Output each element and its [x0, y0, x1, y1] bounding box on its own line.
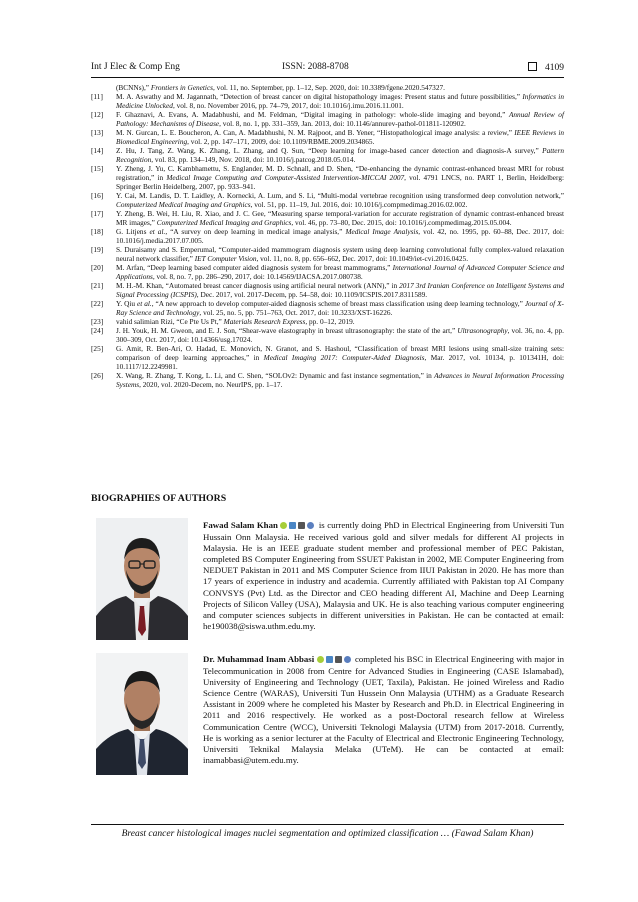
reference-item [91, 326, 564, 344]
author-photo [96, 518, 188, 640]
reference-text: J. H. Youk, H. M. Gweon, and E. J. Son, “Shear-wave elastography in breast ultrasonography: the state of the art,” [116, 326, 458, 335]
reference-text: Y. Qiu [116, 299, 138, 308]
reference-item [91, 164, 564, 191]
reference-text: vahid salimian Rizi, “Ce Pte Us Pt,” [116, 317, 224, 326]
reference-text: G. Litjens [116, 227, 150, 236]
reference-number: [16] [91, 191, 104, 200]
reference-text: Y. Zheng, B. Wei, H. Liu, R. Xiao, and J. C. Gee, “Measuring sparse temporal-variation for accurate registration of dynamic contrast-enhanced breast MR images,” [116, 209, 564, 227]
reference-venue: Materials Research Express [223, 317, 306, 326]
issn: ISSN: 2088-8708 [282, 62, 349, 72]
running-footer: Breast cancer histological images nuclei segmentation and optimized classification … (Fawad Salam Khan) [121, 829, 534, 839]
reference-venue: Advances in Neural Information Processing Systems [116, 371, 564, 389]
orcid-icon[interactable] [317, 656, 324, 663]
reference-text: M. Arfan, “Deep learning based computer aided diagnosis system for breast mammograms,” [116, 263, 393, 272]
reference-text: , “A survey on deep learning in medical image analysis,” [165, 227, 346, 236]
reference-item [91, 191, 564, 209]
reference-venue: Ultrasonography [457, 326, 508, 335]
reference-text: G. Amit, R. Ben-Ari, O. Hadad, E. Monovich, N. Granot, and S. Hashoul, “Classification of breast MRI lesions using small-size training sets: comparison of deep learning approaches,” in [116, 344, 564, 362]
scholar-icon[interactable] [326, 656, 333, 663]
reference-item [91, 344, 564, 371]
reference-number: [21] [91, 281, 104, 290]
reference-venue: Computerized Medical Imaging and Graphics [116, 200, 251, 209]
author-photo [96, 653, 188, 775]
header-rule [91, 77, 564, 78]
reference-venue: Informatics in Medicine Unlocked [116, 92, 564, 110]
author-bio-text: is currently doing PhD in Electrical Engineering from Universiti Tun Hussain Onn Malaysia. He received various gold and silver medals for different AI projects in Malaysia. He is an IEEE graduate student member and professional member of PEC Pakistan, completed BS Computer Engineering from SSUET Pakistan in 2002, ME Computer Engineering from NEDUET Pakistan in 2011 and MS Computer Science from IIUI Pakistan in 2020. He has more than 17 years of experience in industry and academia. Currently affiliated with Pakistan top AI Company CONVSYS (Pvt) Ltd. as the Director and CEO heading different AI, Machine and Deep Learning Projects of Silicon Valley (USA), Malaysia and UK. He is also teaching various computer engineering and computer sciences subjects in different universities in Pakistan. He can be contacted at email: he190038@siswa.uthm.edu.my. [203, 520, 564, 631]
reference-text: S. Duraisamy and S. Emperumal, “Computer-aided mammogram diagnosis system using deep learning convolutional fully complex-valued relaxation neural network classifier,” [116, 245, 564, 263]
reference-number: [18] [91, 227, 104, 236]
author-name: Fawad Salam Khan [203, 520, 278, 530]
reference-text: , vol. 11, no. September, pp. 1–12, Sep. 2020, doi: 10.3389/fgene.2020.547327. [213, 83, 445, 92]
reference-item [91, 110, 564, 128]
footer-rule [91, 824, 564, 825]
reference-text: , vol. 8, no. November 2016, pp. 74–79, 2017, doi: 10.1016/j.imu.2016.11.001. [172, 101, 404, 110]
scopus-icon[interactable] [298, 522, 305, 529]
reference-number: [13] [91, 128, 104, 137]
reference-item [91, 227, 564, 245]
reference-number: [12] [91, 110, 104, 119]
reference-venue: IET Computer Vision [194, 254, 257, 263]
author-name: Dr. Muhammad Inam Abbasi [203, 654, 315, 664]
reference-number: [19] [91, 245, 104, 254]
profile-icons [317, 655, 353, 666]
profile-icons [280, 521, 316, 532]
scholar-icon[interactable] [289, 522, 296, 529]
reference-text: X. Wang, R. Zhang, T. Kong, L. Li, and C. Shen, “SOLOv2: Dynamic and fast instance segmentation,” in [116, 371, 435, 380]
reference-text: , vol. 42, no. 1995, pp. 60–88, Dec. 2017, doi: 10.1016/j.media.2017.07.005. [116, 227, 564, 245]
reference-text: , pp. 0–12, 2019. [305, 317, 355, 326]
reference-item [91, 263, 564, 281]
reference-item [91, 281, 564, 299]
reference-venue: Annual Review of Pathology: Mechanisms of Disease [116, 110, 564, 128]
reference-item [91, 299, 564, 317]
author-bio [203, 654, 564, 766]
reference-text: , vol. 11, no. 8, pp. 656–662, Dec. 2017, doi: 10.1049/iet-cvi.2016.0425. [256, 254, 469, 263]
reference-item [91, 245, 564, 263]
reference-venue: Computerized Medical Imaging and Graphics [156, 218, 292, 227]
reference-number: [25] [91, 344, 104, 353]
reference-text: , vol. 4791 LNCS, no. PART 1, Berlin, Heidelberg: Springer Berlin Heidelberg, 2007, pp. 933–941. [116, 173, 565, 191]
reference-item [91, 83, 564, 92]
reference-venue: et al. [137, 299, 152, 308]
section-heading: BIOGRAPHIES OF AUTHORS [91, 493, 227, 504]
reference-text: , vol. 25, no. 5, pp. 751–763, Oct. 2017, doi: 10.3233/XST-16226. [199, 308, 393, 317]
author-bio [203, 520, 564, 632]
reference-number: [14] [91, 146, 104, 155]
square-icon [528, 62, 537, 71]
reference-text: Y. Zheng, J. Yu, C. Kambhamettu, S. Englander, M. D. Schnall, and D. Shen, “De-enhancing the dynamic contrast-enhanced breast MRI for robust registration,” in [116, 164, 564, 182]
reference-text: M. N. Gurcan, L. E. Boucheron, A. Can, A. Madabhushi, N. M. Rajpoot, and B. Yener, “Histopathological image analysis: a review,” [116, 128, 515, 137]
reference-text: (BCNNs),” [116, 83, 151, 92]
reference-number: [22] [91, 299, 104, 308]
reference-item [91, 371, 564, 389]
reference-item [91, 146, 564, 164]
reference-number: [20] [91, 263, 104, 272]
reference-venue: IEEE Reviews in Biomedical Engineering [116, 128, 564, 146]
page-number: 4109 [545, 63, 564, 73]
reference-text: , vol. 51, pp. 11–19, Jul. 2016, doi: 10.1016/j.compmedimag.2016.02.002. [250, 200, 468, 209]
reference-text: Y. Cai, M. Landis, D. T. Laidley, A. Kornecki, A. Lum, and S. Li, “Multi-modal vertebrae recognition using transformed deep convolution network,” [116, 191, 564, 200]
reference-text: M. H.-M. Khan, “Automated breast cancer diagnosis using artificial neural network (ANN),” in [116, 281, 400, 290]
reference-text: , vol. 2, pp. 147–171, 2009, doi: 10.1109/RBME.2009.2034865. [187, 137, 375, 146]
reference-text: , Dec. 2017, vol. 2017-Decem, pp. 54–58, doi: 10.1109/ICSPIS.2017.8311589. [196, 290, 428, 299]
reference-text: , vol. 8, no. 7, pp. 286–290, 2017, doi: 10.14569/IJACSA.2017.080738. [152, 272, 363, 281]
reference-venue: Medical Image Computing and Computer-Assisted Intervention-MICCAI 2007 [166, 173, 405, 182]
reference-number: [26] [91, 371, 104, 380]
reference-venue: et al. [149, 227, 166, 236]
reference-venue: Medical Imaging 2017: Computer-Aided Diagnosis [263, 353, 425, 362]
reference-item [91, 92, 564, 110]
reference-item [91, 209, 564, 227]
publons-icon[interactable] [307, 522, 314, 529]
reference-text: Z. Hu, J. Tang, Z. Wang, K. Zhang, L. Zhang, and Q. Sun, “Deep learning for image-based cancer detection and diagnosis-A survey,” [116, 146, 543, 155]
reference-text: , Mar. 2017, vol. 10134, p. 101341H, doi: 10.1117/12.2249981. [116, 353, 564, 371]
reference-text: F. Ghaznavi, A. Evans, A. Madabhushi, and M. Feldman, “Digital imaging in pathology: whole-slide imaging and beyond,” [116, 110, 509, 119]
reference-venue: Journal of X-Ray Science and Technology [116, 299, 564, 317]
reference-text: , 2020, vol. 2020-Decem, no. NeurIPS, pp. 1–17. [139, 380, 283, 389]
reference-text: , vol. 46, pp. 73–80, Dec. 2015, doi: 10.1016/j.compmedimag.2015.05.004. [291, 218, 512, 227]
running-header [91, 62, 564, 76]
reference-venue: Medical Image Analysis [345, 227, 419, 236]
reference-text: , vol. 36, no. 4, pp. 300–309, Oct. 2017, doi: 10.14366/usg.17024. [116, 326, 564, 344]
scopus-icon[interactable] [335, 656, 342, 663]
reference-venue: 2017 3rd Iranian Conference on Intelligent Systems and Signal Processing (ICSPIS) [116, 281, 564, 299]
reference-number: [24] [91, 326, 104, 335]
reference-text: , “A new approach to develop computer-aided diagnosis scheme of breast mass classification using deep learning technology,” [151, 299, 525, 308]
author-bio-text: completed his BSC in Electrical Engineering with major in Telecommunication in 2008 from Centre for Advanced Studies in Engineering (CASE Islamabad), University of Engineering and Technology (UET, Taxila), Pakistan. He joined Wireless and Radio Science Centre (WARAS), Universiti Tun Hussein Onn Malaysia (UTHM) as a Graduate Research Assistant in 2009 where he completed his Master by Research and Ph.D. in Electrical Engineering in 2011 and 2016 respectively. He worked as a post-Doctoral research fellow at Wireless Communication Centre (WCC), Universiti Teknologi Malaysia (UTM) from 2017-2018. Currently, He is working as a senior lecturer at the Faculty of Electrical and Electronic Engineering Technology, Universiti Teknikal Malaysia Melaka (UTeM). He can be contacted at email: inamabbasi@utem.edu.my. [203, 654, 565, 765]
reference-text: , vol. 83, pp. 134–149, Nov. 2018, doi: 10.1016/j.patcog.2018.05.014. [151, 155, 356, 164]
reference-venue: Pattern Recognition [116, 146, 564, 164]
page-number-box [528, 62, 564, 73]
reference-text: M. A. Aswathy and M. Jagannath, “Detection of breast cancer on digital histopathology images: Present status and future possibilities,” [116, 92, 523, 101]
journal-name: Int J Elec & Comp Eng [91, 62, 180, 72]
reference-venue: International Journal of Advanced Computer Science and Applications [116, 263, 564, 281]
reference-number: [23] [91, 317, 104, 326]
reference-number: [17] [91, 209, 104, 218]
orcid-icon[interactable] [280, 522, 287, 529]
reference-number: [11] [91, 92, 103, 101]
publons-icon[interactable] [344, 656, 351, 663]
reference-list [91, 83, 564, 389]
reference-venue: Frontiers in Genetics [150, 83, 214, 92]
reference-number: [15] [91, 164, 104, 173]
reference-item [91, 128, 564, 146]
reference-item [91, 317, 564, 326]
reference-text: , vol. 8, no. 1, pp. 331–359, Jan. 2013, doi: 10.1146/annurev-pathol-011811-120902. [219, 119, 466, 128]
